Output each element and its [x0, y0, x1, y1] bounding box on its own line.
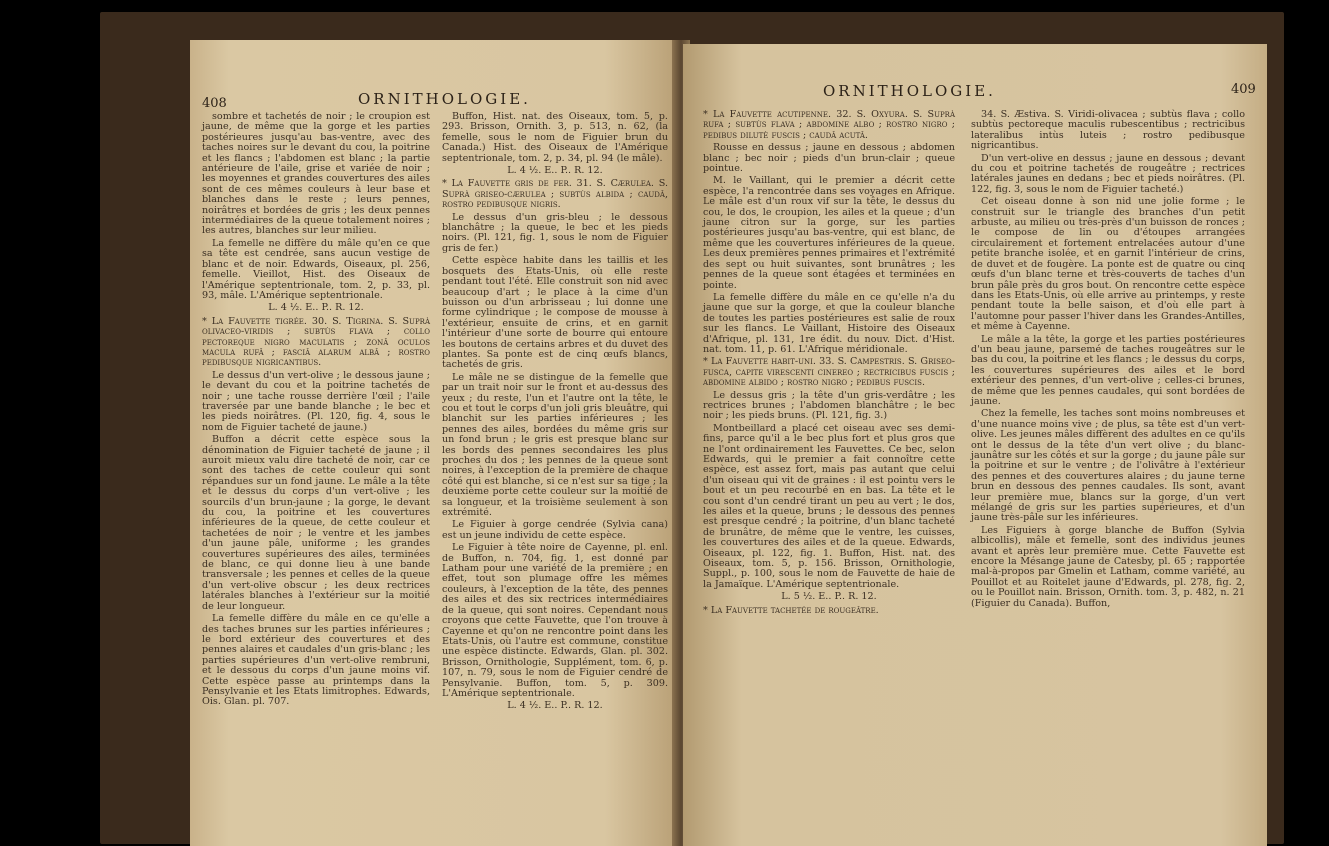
page-number-left: 408	[202, 96, 227, 111]
left-column-2	[442, 112, 668, 832]
paragraph: Le dessus d'un vert-olive ; le dessous jaune ; le devant du cou et la poitrine tachetés de noir ; une tache rousse derrière l'œil ; l'aile traversée par une bande blanche ; le bec et les pieds noirâtres. (Pl. 120, fig. 4, sous le nom de Figuier tacheté de jaune.)	[202, 369, 430, 433]
paragraph: Rousse en dessus ; jaune en dessous ; abdomen blanc ; bec noir ; pieds d'un brun-clair ; queue pointue.	[703, 142, 955, 175]
paragraph: sombre et tachetés de noir ; le croupion est jaune, de même que la gorge et les parties postérieures jusqu'au bas-ventre, avec des taches noires sur le devant du cou, la poitrine et les flancs ; l'abdomen est blanc ; la partie antérieure de l'aile, grise et variée de noir ; les moyennes et grandes couvertures des ailes sont de ces mêmes couleurs à leur base et blanches dans le reste ; leurs pennes, noirâtres et bordées de gris ; les deux pennes intermédiaires de la queue totalement noires ; les autres, blanches sur leur milieu.	[202, 111, 430, 237]
paragraph: La femelle diffère du mâle en ce qu'elle n'a du jaune que sur la gorge, et que la couleur blanche de toutes les parties postérieures est salie de roux sur les flancs. Le Vaillant, Histoire des Oiseaux d'Afrique, pl. 131, 1re édit. du nouv. Dict. d'Hist. nat. tom. 11, p. 61. L'Afrique méridionale.	[703, 291, 955, 355]
right-column-2	[971, 110, 1245, 840]
page-number-right: 409	[1231, 82, 1256, 97]
paragraph: Chez la femelle, les taches sont moins nombreuses et d'une nuance moins vive ; de plus, sa tête est d'un vert-olive. Les jeunes mâles diffèrent des adultes en ce qu'ils ont le dessus de la tête d'un vert olive ; du blanc-jaunâtre sur les côtés et sur la gorge ; du jaune pâle sur la poitrine et sur le ventre ; de l'olivâtre à l'extérieur des pennes et des couvertures alaires ; du jaune terne brun en dessous des pennes caudales. Ils sont, avant leur première mue, blancs sur la gorge, d'un vert mélangé de gris sur les parties supérieures, et d'un jaune très-pâle sur les inférieures.	[971, 408, 1245, 524]
paragraph: * La Fauvette tachetée de rougeâtre.	[703, 604, 879, 616]
paragraph: D'un vert-olive en dessus ; jaune en dessous ; devant du cou et poitrine tachetés de rougeâtre ; rectrices latérales jaunes en dedans ; bec et pieds noirâtres. (Pl. 122, fig. 3, sous le nom de Figuier tacheté.)	[971, 152, 1245, 195]
paragraph: M. le Vaillant, qui le premier a décrit cette espèce, l'a rencontrée dans ses voyages en Afrique. Le mâle est d'un roux vif sur la tête, le dessus du cou, le dos, le croupion, les ailes et la queue ; d'un jaune citron sur la gorge, sur les parties postérieures jusqu'au bas-ventre, qui est blanc, de même que les couvertures inférieures de la queue. Les deux premières pennes primaires et l'extrémité des sept ou huit suivantes, sont brunâtres ; les pennes de la queue sont étagées et terminées en pointe.	[703, 175, 955, 291]
paragraph: Le Figuier à tête noire de Cayenne, pl. enl. de Buffon, n. 704, fig. 1, est donné par Latham pour une variété de la première ; en effet, tout son plumage offre les mêmes couleurs, à l'exception de la tête, des pennes des ailes et des six rectrices intermédiaires de la queue, qui sont noires. Cependant nous croyons que cette Fauvette, que l'on trouve à Cayenne et qu'on ne rencontre point dans les Etats-Unis, où l'autre est commune, constitue une espèce distincte. Edwards, Glan. pl. 302. Brisson, Ornithologie, Supplément, tom. 6, p. 107, n. 79, sous le nom de Figuier cendré de Pensylvanie. Buffon, tom. 5, p. 309. L'Amérique septentrionale.	[442, 542, 668, 699]
paragraph: La femelle diffère du mâle en ce qu'elle a des taches brunes sur les parties inférieures ; le bord extérieur des couvertures et des pennes alaires et caudales d'un gris-blanc ; les parties supérieures d'un vert-olive rembruni, et le dessous du corps d'un jaune moins vif. Cette espèce passe au printemps dans la Pensylvanie et les Etats limitrophes. Edwards, Ois. Glan. pl. 707.	[202, 613, 430, 708]
paragraph: 34. S. Æstiva. S. Viridi-olivacea ; subtùs flava ; collo subtùs pectoreque maculis rubescentibus ; rectricibus lateralibus intùs luteis ; rostro pedibusque nigricantibus.	[971, 109, 1245, 152]
right-page	[683, 44, 1267, 846]
paragraph: Le dessus d'un gris-bleu ; le dessous blanchâtre ; la queue, le bec et les pieds noirs. (Pl. 121, fig. 1, sous le nom de Figuier gris de fer.)	[442, 211, 668, 254]
paragraph: Les Figuiers à gorge blanche de Buffon (Sylvia albicollis), mâle et femelle, sont des individus jeunes avant et après leur première mue. Cette Fauvette est encore la Mésange jaune de Catesby, pl. 65 ; rapportée mal-à-propos par Gmelin et Latham, comme variété, au Pouillot et au Roitelet jaune d'Edwards, pl. 278, fig. 2, ou le Pouillot nain. Brisson, Ornith. tom. 3, p. 482, n. 21 (Figuier du Canada). Buffon,	[971, 524, 1245, 609]
paragraph: Le mâle a la tête, la gorge et les parties postérieures d'un beau jaune, parsemé de taches rougeâtres sur le bas du cou, la poitrine et les flancs ; le dessus du corps, les couvertures supérieures des ailes et le bord extérieur des pennes, d'un vert-olive ; celles-ci brunes, de même que les pennes caudales, qui sont bordées de jaune.	[971, 333, 1245, 407]
paragraph: Montbeillard a placé cet oiseau avec ses demi-fins, parce qu'il a le bec plus fort et plus gros que ne l'ont ordinairement les Fauvettes. Ce bec, selon Edwards, qui le premier a fait connoître cette espèce, est assez fort, mais pas autant que celui d'un oiseau qui vit de graines : il est pointu vers le bout et un peu recourbé en en bas. La tête et le cou sont d'un cendré tirant un peu au vert ; le dos, les ailes et la queue, bruns ; le dessous des pennes est presque cendré ; la poitrine, d'un blanc tacheté de brunâtre, de même que le ventre, les cuisses, les couvertures des ailes et de la queue. Edwards, Oiseaux, pl. 122, fig. 1. Buffon, Hist. nat. des Oiseaux, tom. 5, p. 156. Brisson, Ornithologie, Suppl., p. 100, sous le nom de Fauvette de haie de la Jamaïque. L'Amérique septentrionale.	[703, 422, 955, 590]
right-column-1	[703, 110, 955, 840]
paragraph: L. 4 ½. E.. P.. R. 12.	[268, 302, 364, 314]
left-page	[190, 40, 678, 846]
paragraph: * La Fauvette gris de fer. 31. S. Cærulea. S. Suprà griseo-cærulea ; subtùs albida ; caudâ, rostro pedibusque nigris.	[442, 178, 668, 211]
paragraph: L. 5 ½. E.. P.. R. 12.	[781, 591, 877, 603]
running-head-left: ORNITHOLOGIE.	[358, 90, 531, 108]
paragraph: L. 4 ½. E.. P.. R. 12.	[507, 165, 603, 177]
paragraph: * La Fauvette acutipenne. 32. S. Oxyura. S. Suprà rufa ; subtùs flava ; abdomine albo ; rostro nigro ; pedibus dilutè fuscis ; caudâ acutâ.	[703, 109, 955, 141]
paragraph: * La Fauvette tigrée. 30. S. Tigrina. S. Suprà olivaceo-viridis ; subtùs flava ; collo pectoreque nigro maculatis ; zonâ oculos macula rufâ ; fasciâ alarum albâ ; rostro pedibusque nigricantibus.	[202, 315, 430, 369]
paragraph: L. 4 ½. E.. P.. R. 12.	[507, 700, 603, 712]
paragraph: Le dessus gris ; la tête d'un gris-verdâtre ; les rectrices brunes ; l'abdomen blanchâtre ; le bec noir ; les pieds bruns. (Pl. 121, fig. 3.)	[703, 389, 955, 422]
paragraph: La femelle ne diffère du mâle qu'en ce que sa tête est cendrée, sans aucun vestige de blanc et de noir. Edwards, Oiseaux, pl. 256, femelle. Vieillot, Hist. des Oiseaux de l'Amérique septentrionale, tom. 2, p. 33, pl. 93, mâle. L'Amérique septentrionale.	[202, 237, 430, 301]
paragraph: Cet oiseau donne à son nid une jolie forme ; le construit sur le triangle des branches d'un petit arbuste, au milieu ou très-près d'un buisson de ronces ; le compose de lin ou d'étoupes arrangées circulairement et fortement entrelacées autour d'une petite branche isolée, et en garnit l'intérieur de crins, de duvet et de fougère. La ponte est de quatre ou cinq œufs d'un blanc terne et très-couverts de taches d'un brun pâle près du gros bout. On rencontre cette espèce dans les Etats-Unis, où elle arrive au printemps, y reste pendant toute la belle saison, et d'où elle part à l'automne pour passer l'hiver dans les Grandes-Antilles, et même à Cayenne.	[971, 196, 1245, 333]
paragraph: Le Figuier à gorge cendrée (Sylvia cana) est un jeune individu de cette espèce.	[442, 519, 668, 541]
paragraph: * La Fauvette habit-uni. 33. S. Campestris. S. Griseo-fusca, capite virescenti cinereo ; rectricibus fuscis ; abdomine albido ; rostro nigro ; pedibus fuscis.	[703, 356, 955, 389]
paragraph: Buffon, Hist. nat. des Oiseaux, tom. 5, p. 293. Brisson, Ornith. 3, p. 513, n. 62, (la femelle, sous le nom de Figuier brun du Canada.) Hist. des Oiseaux de l'Amérique septentrionale, tom. 2, p. 34, pl. 94 (le mâle).	[442, 111, 668, 164]
paragraph: Buffon a décrit cette espèce sous la dénomination de Figuier tacheté de jaune ; il auroit mieux valu dire tacheté de noir, car ce sont des taches de cette couleur qui sont répandues sur un fond jaune. Le mâle a la tête et le dessus du corps d'un vert-olive ; les sourcils d'un brun-jaune ; la gorge, le devant du cou, la poitrine et les couvertures inférieures de la queue, de cette couleur et tachetées de noir ; le ventre et les jambes d'un jaune pâle, uniforme ; les grandes couvertures supérieures des ailes, terminées de blanc, ce qui donne lieu à une bande transversale ; les pennes et celles de la queue d'un vert-olive obscur ; les deux rectrices latérales blanches à l'extérieur sur la moitié de leur longueur.	[202, 434, 430, 612]
left-column-1	[202, 112, 430, 832]
paragraph: Le mâle ne se distingue de la femelle que par un trait noir sur le front et au-dessus des yeux ; du reste, l'un et l'autre ont la tête, le cou et tout le corps d'un joli gris bleuâtre, qui blanchit sur les parties inférieures ; les pennes des ailes, bordées du même gris sur un fond brun ; le gris est presque blanc sur les bords des pennes secondaires les plus proches du dos ; les pennes de la queue sont noires, à l'exception de la première de chaque côté qui est blanche, si ce n'est sur sa tige ; la deuxième porte cette couleur sur la moitié de sa longueur, et la troisième seulement à son extrémité.	[442, 371, 668, 519]
paragraph: Cette espèce habite dans les taillis et les bosquets des Etats-Unis, où elle reste pendant tout l'été. Elle construit son nid avec beaucoup d'art ; le place à la cime d'un buisson ou d'un arbrisseau ; lui donne une forme cylindrique ; le compose de mousse à l'extérieur, ensuite de crins, et en garnit l'intérieur d'une sorte de bourre qui entoure les boutons de certains arbres et du duvet des plantes. Sa ponte est de cinq œufs blancs, tachetés de gris.	[442, 255, 668, 371]
running-head-right: ORNITHOLOGIE.	[823, 82, 996, 100]
